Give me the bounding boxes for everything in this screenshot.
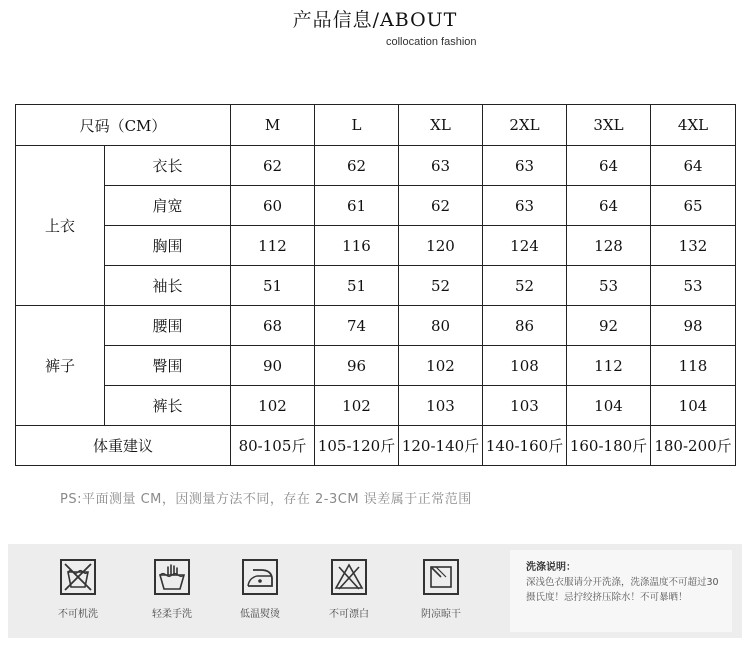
value-cell: 60 xyxy=(231,186,315,226)
value-cell: 104 xyxy=(651,386,736,426)
measure-label: 袖长 xyxy=(105,266,231,306)
value-cell: 63 xyxy=(483,186,567,226)
value-cell: 64 xyxy=(567,146,651,186)
value-cell: 104 xyxy=(567,386,651,426)
value-cell: 120 xyxy=(399,226,483,266)
corner-label: 尺码（CM） xyxy=(16,105,231,146)
table-row xyxy=(16,186,736,226)
care-item-shade-dry xyxy=(401,558,481,620)
value-cell: 102 xyxy=(231,386,315,426)
size-header-cell: L xyxy=(315,105,399,146)
care-label: 阴凉晾干 xyxy=(421,609,461,620)
group-label-pants: 裤子 xyxy=(16,306,105,426)
size-header-row xyxy=(16,105,736,146)
measure-label: 胸围 xyxy=(105,226,231,266)
table-row xyxy=(16,226,736,266)
value-cell: 102 xyxy=(315,386,399,426)
value-cell: 63 xyxy=(399,146,483,186)
table-row xyxy=(16,386,736,426)
care-label: 低温熨烫 xyxy=(240,609,280,620)
page-subtitle: collocation fashion xyxy=(386,36,477,48)
size-header-cell: 2XL xyxy=(483,105,567,146)
measure-label: 裤长 xyxy=(105,386,231,426)
no-machine-wash-icon xyxy=(59,558,97,596)
size-chart-table xyxy=(15,104,736,466)
value-cell: 132 xyxy=(651,226,736,266)
weight-cell: 180-200斤 xyxy=(651,426,736,466)
washing-instructions-title: 洗涤说明： xyxy=(526,562,576,573)
value-cell: 103 xyxy=(399,386,483,426)
value-cell: 86 xyxy=(483,306,567,346)
value-cell: 90 xyxy=(231,346,315,386)
value-cell: 64 xyxy=(651,146,736,186)
weight-label: 体重建议 xyxy=(16,426,231,466)
care-item-low-iron xyxy=(220,558,300,620)
low-temp-iron-icon xyxy=(241,558,279,596)
shade-dry-icon xyxy=(422,558,460,596)
measure-label: 肩宽 xyxy=(105,186,231,226)
group-label-top: 上衣 xyxy=(16,146,105,306)
care-item-hand-wash xyxy=(132,558,212,620)
value-cell: 80 xyxy=(399,306,483,346)
value-cell: 108 xyxy=(483,346,567,386)
value-cell: 98 xyxy=(651,306,736,346)
value-cell: 74 xyxy=(315,306,399,346)
no-bleach-icon xyxy=(330,558,368,596)
size-header-cell: 3XL xyxy=(567,105,651,146)
page-title: 产品信息/ABOUT xyxy=(292,9,458,31)
value-cell: 62 xyxy=(399,186,483,226)
care-label: 不可漂白 xyxy=(329,609,369,620)
value-cell: 62 xyxy=(315,146,399,186)
care-instructions-panel xyxy=(8,544,742,638)
weight-cell: 105-120斤 xyxy=(315,426,399,466)
value-cell: 96 xyxy=(315,346,399,386)
weight-cell: 160-180斤 xyxy=(567,426,651,466)
weight-cell: 120-140斤 xyxy=(399,426,483,466)
table-row xyxy=(16,266,736,306)
measure-label: 腰围 xyxy=(105,306,231,346)
care-label: 不可机洗 xyxy=(58,609,98,620)
care-item-no-machine-wash xyxy=(38,558,118,620)
weight-cell: 140-160斤 xyxy=(483,426,567,466)
washing-instructions-box xyxy=(510,550,732,632)
value-cell: 102 xyxy=(399,346,483,386)
washing-instructions-text: 深浅色衣服请分开洗涤，洗涤温度不可超过30摄氏度！忌拧绞挤压除水！不可暴晒！ xyxy=(526,577,719,603)
value-cell: 53 xyxy=(567,266,651,306)
size-header-cell: 4XL xyxy=(651,105,736,146)
value-cell: 53 xyxy=(651,266,736,306)
value-cell: 118 xyxy=(651,346,736,386)
value-cell: 65 xyxy=(651,186,736,226)
value-cell: 103 xyxy=(483,386,567,426)
value-cell: 52 xyxy=(483,266,567,306)
table-row xyxy=(16,346,736,386)
weight-row xyxy=(16,426,736,466)
value-cell: 51 xyxy=(231,266,315,306)
measure-label: 臀围 xyxy=(105,346,231,386)
value-cell: 52 xyxy=(399,266,483,306)
care-item-no-bleach xyxy=(309,558,389,620)
care-label: 轻柔手洗 xyxy=(152,609,192,620)
size-header-cell: XL xyxy=(399,105,483,146)
table-row xyxy=(16,146,736,186)
measure-label: 衣长 xyxy=(105,146,231,186)
value-cell: 116 xyxy=(315,226,399,266)
measurement-note: PS:平面测量 CM，因测量方法不同，存在 2-3CM 误差属于正常范围 xyxy=(60,492,472,507)
value-cell: 112 xyxy=(567,346,651,386)
table-row xyxy=(16,306,736,346)
value-cell: 124 xyxy=(483,226,567,266)
value-cell: 64 xyxy=(567,186,651,226)
value-cell: 68 xyxy=(231,306,315,346)
value-cell: 61 xyxy=(315,186,399,226)
value-cell: 128 xyxy=(567,226,651,266)
value-cell: 92 xyxy=(567,306,651,346)
value-cell: 63 xyxy=(483,146,567,186)
size-header-cell: M xyxy=(231,105,315,146)
gentle-hand-wash-icon xyxy=(153,558,191,596)
value-cell: 62 xyxy=(231,146,315,186)
value-cell: 112 xyxy=(231,226,315,266)
value-cell: 51 xyxy=(315,266,399,306)
weight-cell: 80-105斤 xyxy=(231,426,315,466)
